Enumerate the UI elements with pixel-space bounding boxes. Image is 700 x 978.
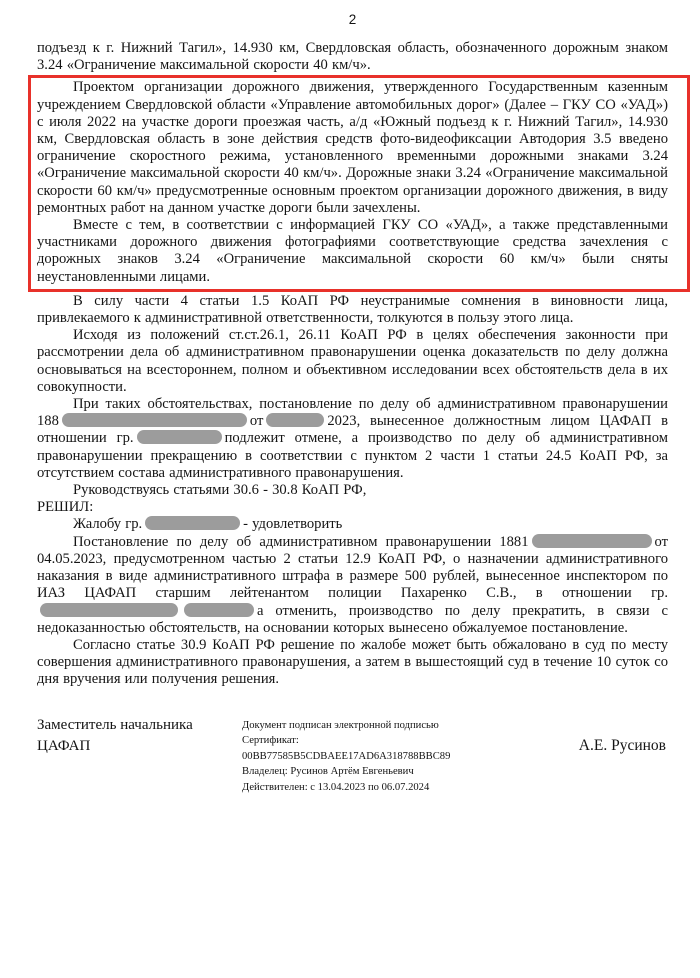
redaction-blob	[184, 603, 254, 617]
paragraph-annulment	[37, 396, 668, 482]
signer-name: А.Е. Русинов	[578, 736, 666, 754]
highlighted-paragraph-1: Проектом организации дорожного движения, утвержденного Государственным казенным учреждением Свердловской области «Управление автомобильных дорог» (Далее – ГКУ СО «УАД») с июля 2022 на участке дороги проезжая часть, а/д «Южный подъезд к г. Нижний Тагил», 14.930 км, Свердловская область в зоне действия средств фото-видеофиксации Автодория 3.5 введено ограничение скоростного режима, установленного временными дорожными знаками 3.24 «Ограничение максимальной скорости 40 км/ч». Дорожные знаки 3.24 «Ограничение максимальной скорости 60 км/ч» предусмотренные основным проектом организации дорожного движения, в виду ремонтных работ на данном участке дороги были зачехлены.	[37, 79, 668, 216]
redaction-blob	[62, 413, 247, 427]
signer-title-line2: ЦАФАП	[37, 737, 91, 754]
stamp-line-certificate-label: Сертификат:	[242, 735, 299, 747]
paragraph-appeal-procedure: Согласно статье 30.9 КоАП РФ решение по жалобе может быть обжаловано в суд по месту совершения административного правонарушения, а затем в вышестоящий суд в течение 10 суток со дня вручения или получения решения.	[37, 636, 668, 688]
text-segment: Постановление по делу об административном правонарушении 1881	[73, 533, 529, 550]
stamp-line-owner: Владелец: Русинов Артём Евгеньевич	[242, 766, 414, 778]
text-segment: Жалобу гр.	[73, 516, 143, 533]
text-segment: При таких обстоятельствах, постановление по делу об административном правонарушении 188	[37, 396, 668, 430]
text-segment: - удовлетворить	[243, 516, 343, 533]
page-number: 2	[348, 12, 357, 27]
paragraph-guided-by: Руководствуясь статьями 30.6 - 30.8 КоАП РФ,	[73, 482, 367, 499]
stamp-line-validity: Действителен: с 13.04.2023 по 06.07.2024	[242, 781, 430, 793]
highlight-box	[28, 75, 690, 291]
paragraph-evidence: Исходя из положений ст.ст.26.1, 26.11 КоАП РФ в целях обеспечения законности при рассмотрении дела об административном правонарушении оценка доказательств по делу должна основываться на всестороннем, полном и объективном исследовании всех обстоятельств дела в их совокупности.	[37, 327, 668, 395]
text-segment: от	[249, 413, 264, 430]
stamp-line-certificate-number: 00BB77585B5CDBAEE17AD6A318788BBC89	[242, 750, 451, 762]
redaction-blob	[145, 516, 240, 530]
redaction-blob	[40, 603, 178, 617]
stamp-line-signed: Документ подписан электронной подписью	[242, 719, 439, 731]
highlighted-paragraph-2: Вместе с тем, в соответствии с информацией ГКУ СО «УАД», а также представленными участниками дорожного движения фотографиями соответствующие средства зачехления с дорожных знаков 3.24 «Ограничение максимальной скорости 60 км/ч» были сняты неустановленными лицами.	[37, 217, 668, 285]
signer-title	[37, 715, 242, 757]
text-segment: от 04.05.2023, предусмотренном частью 2 статьи 12.9 КоАП РФ, о назначении административного наказания в виде административного штрафа в размере 500 рублей, вынесенное инспектором по ИАЗ ЦАФАП старшим лейтенантом полиции Пахаренко С.В., в отношении гр.	[37, 533, 668, 602]
continuation-paragraph: подъезд к г. Нижний Тагил», 14.930 км, Свердловская область, обозначенного дорожным знаком 3.24 «Ограничение максимальной скорости 40 км/ч».	[37, 40, 668, 74]
text-segment: подлежит отмене, а производство по делу об административном правонарушении прекращению в соответствии с пунктом 2 части 1 статьи 24.5 КоАП РФ, за отсутствием состава административного правонарушения.	[37, 430, 668, 481]
digital-signature-stamp	[242, 715, 477, 796]
paragraph-decision	[37, 534, 668, 637]
redaction-blob	[137, 430, 222, 444]
redaction-blob	[266, 413, 324, 427]
signature-row	[37, 715, 668, 796]
signer-title-line1: Заместитель начальника	[37, 716, 193, 733]
text-segment: 2023, вынесенное должностным лицом ЦАФАП в отношении гр.	[37, 413, 668, 447]
redaction-blob	[532, 534, 652, 548]
paragraph-presumption: В силу части 4 статьи 1.5 КоАП РФ неустранимые сомнения в виновности лица, привлекаемого к административной ответственности, толкуются в пользу этого лица.	[37, 292, 668, 327]
paragraph-complaint	[37, 516, 668, 533]
resolution-heading: РЕШИЛ:	[37, 499, 94, 516]
text-segment: а отменить, производство по делу прекратить, в связи с недоказанностью обстоятельств, на основании которых вынесено обжалуемое постановление.	[37, 602, 668, 636]
